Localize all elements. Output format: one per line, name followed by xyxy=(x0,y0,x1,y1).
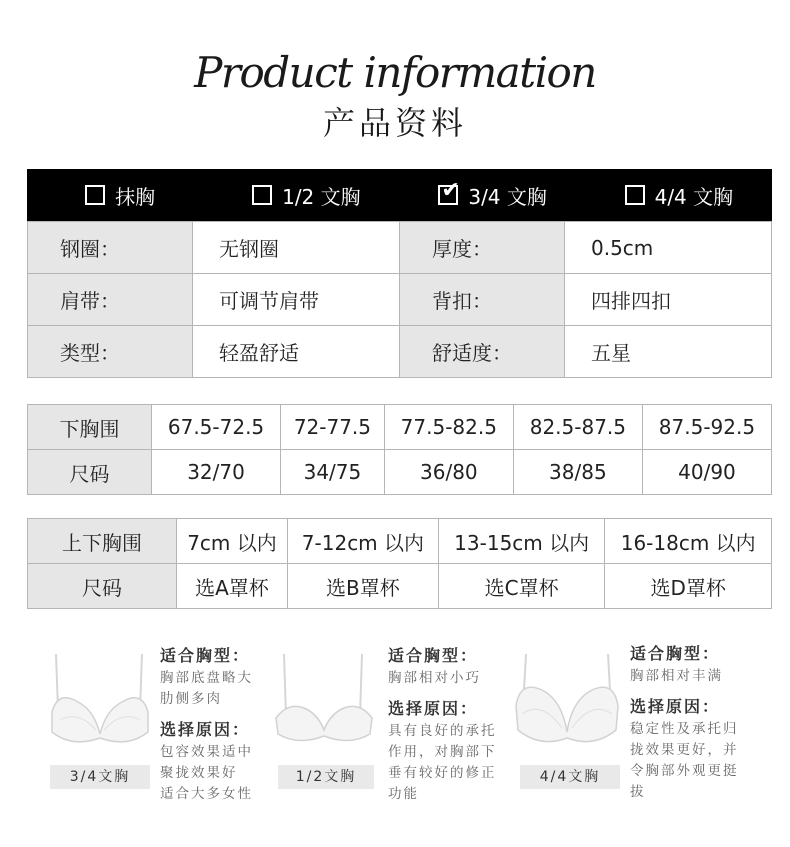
bra-description xyxy=(630,642,755,803)
table-cell: 82.5-87.5 xyxy=(513,405,642,450)
reason-title: 选择原因： xyxy=(630,697,721,716)
style-option-three-quarter-cup[interactable] xyxy=(400,169,586,221)
bra-full-cup-icon xyxy=(512,650,622,750)
checkbox-icon[interactable] xyxy=(85,185,105,205)
info-value: 五星 xyxy=(565,326,772,378)
style-selector xyxy=(27,169,772,221)
bra-image-full-cup xyxy=(512,650,622,750)
cup-size-table xyxy=(27,518,772,609)
style-option-full-cup[interactable] xyxy=(586,169,772,221)
table-cell: 16-18cm 以内 xyxy=(605,519,772,564)
fit-title: 适合胸型： xyxy=(388,646,479,665)
info-value: 可调节肩带 xyxy=(193,274,400,326)
style-option-label: 3/4 文胸 xyxy=(468,184,547,209)
reason-line: 包容效果适中 xyxy=(160,744,253,760)
bra-image-three-quarter xyxy=(48,650,152,750)
reason-line: 具有良好的承托 xyxy=(388,723,497,739)
style-option-half-cup[interactable] xyxy=(213,169,399,221)
table-cell: 67.5-72.5 xyxy=(152,405,281,450)
reason-line: 拔 xyxy=(630,784,646,800)
bra-caption: 3/4文胸 xyxy=(50,765,150,789)
reason-title: 选择原因： xyxy=(160,720,251,739)
reason-line: 适合大多女性 xyxy=(160,786,253,802)
reason-line: 稳定性及承托归 xyxy=(630,721,739,737)
reason-line: 垂有较好的修正 xyxy=(388,765,497,781)
table-cell: 32/70 xyxy=(152,450,281,495)
table-cell: 38/85 xyxy=(513,450,642,495)
fit-line: 胸部相对丰满 xyxy=(630,668,723,684)
table-cell: 选A罩杯 xyxy=(177,564,288,609)
table-cell: 36/80 xyxy=(384,450,513,495)
info-value: 无钢圈 xyxy=(193,222,400,274)
table-cell: 77.5-82.5 xyxy=(384,405,513,450)
table-row xyxy=(28,274,772,326)
table-cell: 7cm 以内 xyxy=(177,519,288,564)
row-header: 尺码 xyxy=(28,450,152,495)
table-row xyxy=(28,405,772,450)
table-row xyxy=(28,326,772,378)
table-cell: 34/75 xyxy=(281,450,385,495)
checkbox-icon[interactable] xyxy=(252,185,272,205)
table-cell: 选C罩杯 xyxy=(438,564,605,609)
style-option-label: 1/2 文胸 xyxy=(282,184,361,209)
style-option-label: 4/4 文胸 xyxy=(654,184,734,209)
reason-line: 作用，对胸部下 xyxy=(388,744,497,760)
info-label: 厚度： xyxy=(400,222,565,274)
reason-line: 聚拢效果好 xyxy=(160,765,238,781)
checkbox-checked-icon[interactable] xyxy=(438,178,460,205)
info-label: 肩带： xyxy=(28,274,193,326)
table-cell: 选D罩杯 xyxy=(605,564,772,609)
table-cell: 选B罩杯 xyxy=(287,564,438,609)
row-header: 下胸围 xyxy=(28,405,152,450)
fit-line: 胸部相对小巧 xyxy=(388,670,481,686)
info-value: 0.5cm xyxy=(565,222,772,274)
bra-description xyxy=(388,644,518,805)
table-row xyxy=(28,450,772,495)
underbust-size-table xyxy=(27,404,772,495)
product-info-table xyxy=(27,221,772,378)
table-cell: 87.5-92.5 xyxy=(642,405,771,450)
title-english: Product information xyxy=(194,48,596,97)
reason-title: 选择原因： xyxy=(388,699,479,718)
table-row xyxy=(28,564,772,609)
fit-line: 肋侧多肉 xyxy=(160,691,222,707)
row-header: 尺码 xyxy=(28,564,177,609)
fit-title: 适合胸型： xyxy=(630,644,721,663)
table-cell: 72-77.5 xyxy=(281,405,385,450)
info-value: 轻盈舒适 xyxy=(193,326,400,378)
style-option-label: 抹胸 xyxy=(115,184,156,209)
bra-caption: 1/2文胸 xyxy=(278,765,374,789)
checkmark-icon: ✔ xyxy=(441,178,460,203)
title-chinese: 产品资料 xyxy=(322,104,467,142)
fit-line: 胸部底盘略大 xyxy=(160,670,253,686)
info-label: 钢圈： xyxy=(28,222,193,274)
bra-caption: 4/4文胸 xyxy=(520,765,620,789)
fit-title: 适合胸型： xyxy=(160,646,251,665)
reason-line: 拢效果更好，并 xyxy=(630,742,739,758)
bra-image-half-cup xyxy=(272,650,376,750)
bra-description xyxy=(160,644,280,805)
row-header: 上下胸围 xyxy=(28,519,177,564)
bra-half-cup-icon xyxy=(272,650,376,750)
info-label: 舒适度： xyxy=(400,326,565,378)
table-row xyxy=(28,519,772,564)
bra-three-quarter-icon xyxy=(48,650,152,750)
checkbox-icon[interactable] xyxy=(625,185,645,205)
info-label: 类型： xyxy=(28,326,193,378)
style-option-strapless[interactable] xyxy=(27,169,213,221)
info-value: 四排四扣 xyxy=(565,274,772,326)
table-cell: 7-12cm 以内 xyxy=(287,519,438,564)
table-cell: 40/90 xyxy=(642,450,771,495)
table-row xyxy=(28,222,772,274)
table-cell: 13-15cm 以内 xyxy=(438,519,605,564)
reason-line: 功能 xyxy=(388,786,419,802)
reason-line: 令胸部外观更挺 xyxy=(630,763,739,779)
info-label: 背扣： xyxy=(400,274,565,326)
